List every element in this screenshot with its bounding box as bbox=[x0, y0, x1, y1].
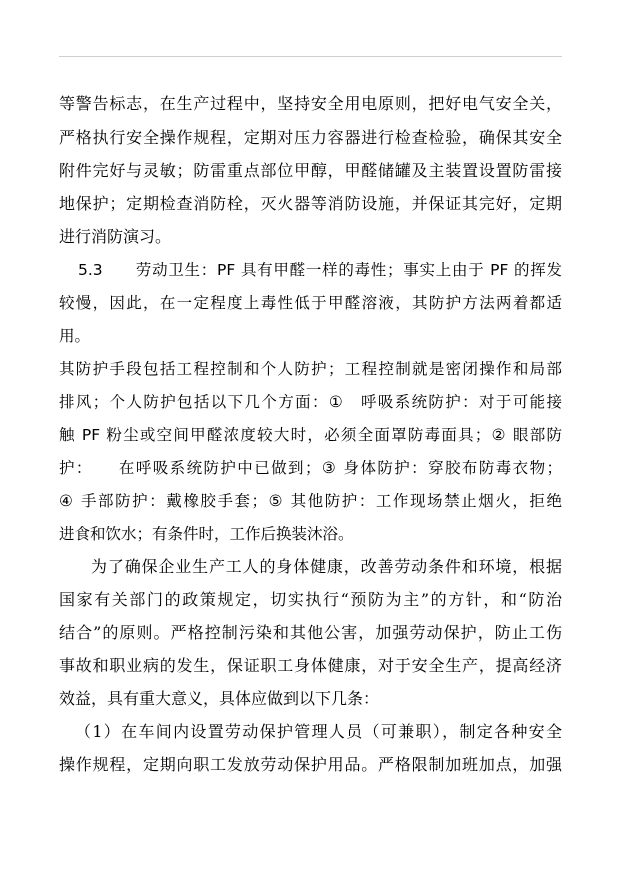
text-line: 附件完好与灵敏；防雷重点部位甲醇，甲醛储罐及主装置设置防雷接 bbox=[59, 161, 562, 180]
text-line: 排风；个人防护包括以下几个方面：① 呼吸系统防护：对于可能接 bbox=[59, 393, 562, 411]
text-line: 其防护手段包括工程控制和个人防护；工程控制就是密闭操作和局部 bbox=[59, 360, 562, 378]
text-line: 用。 bbox=[59, 327, 91, 345]
text-line: 护： 在呼吸系统防护中已做到；③ 身体防护：穿胶布防毒衣物； bbox=[59, 459, 562, 477]
text-line: 国家有关部门的政策规定，切实执行“预防为主”的方针，和“防治 bbox=[59, 590, 562, 609]
text-line: 严格执行安全操作规程，定期对压力容器进行检查检验，确保其安全 bbox=[59, 128, 562, 147]
text-line: 等警告标志，在生产过程中，坚持安全用电原则，把好电气安全关， bbox=[59, 94, 562, 113]
text-line: 结合”的原则。严格控制污染和其他公害，加强劳动保护，防止工伤 bbox=[59, 623, 562, 642]
section-heading-line: 5.3 劳动卫生：PF 具有甲醛一样的毒性；事实上由于 PF 的挥发 bbox=[78, 261, 562, 279]
text-line: 触 PF 粉尘或空间甲醛浓度较大时，必须全面罩防毒面具；② 眼部防 bbox=[59, 426, 562, 444]
text-line: 事故和职业病的发生，保证职工身体健康，对于安全生产，提高经济 bbox=[59, 656, 562, 675]
text-line: 进食和饮水；有条件时，工作后换装沐浴。 bbox=[59, 525, 354, 543]
list-item-first-line: （1）在车间内设置劳动保护管理人员（可兼职），制定各种安全 bbox=[75, 722, 562, 741]
paragraph-first-line: 为了确保企业生产工人的身体健康，改善劳动条件和环境，根据 bbox=[91, 557, 562, 576]
text-line: 进行消防演习。 bbox=[59, 227, 172, 246]
text-line: ④ 手部防护：戴橡胶手套；⑤ 其他防护：工作现场禁止烟火，拒绝 bbox=[59, 492, 562, 510]
text-line: 地保护；定期检查消防栓，灭火器等消防设施，并保证其完好，定期 bbox=[59, 194, 562, 213]
text-line: 效益，具有重大意义，具体应做到以下几条： bbox=[59, 689, 380, 708]
text-line: 较慢，因此，在一定程度上毒性低于甲醛溶液，其防护方法两着都适 bbox=[59, 294, 562, 312]
text-line: 操作规程，定期向职工发放劳动保护用品。严格限制加班加点，加强 bbox=[59, 755, 562, 774]
